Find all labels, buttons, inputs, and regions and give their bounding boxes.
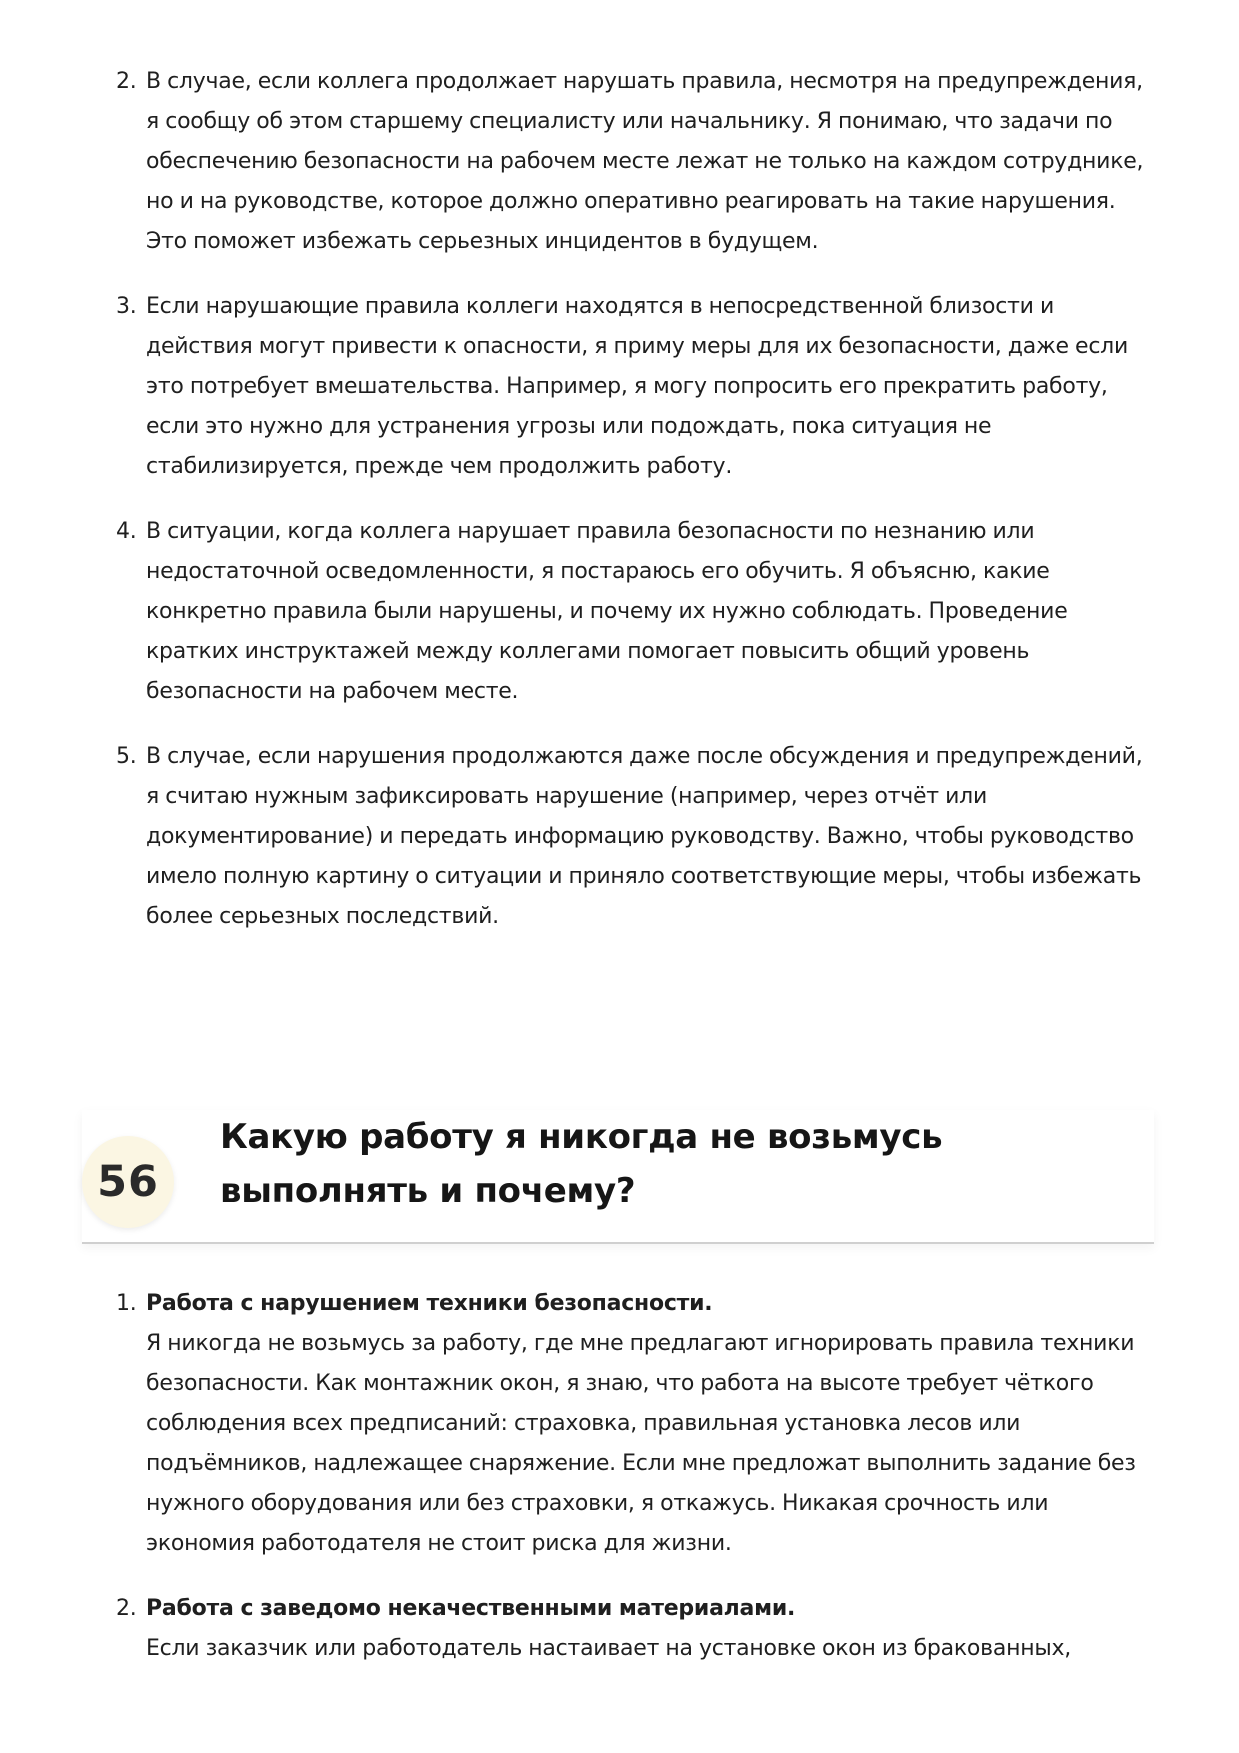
list-item-number: 2.: [116, 69, 137, 94]
list-item-number: 4.: [116, 519, 137, 544]
list-item-text: Если нарушающие правила коллеги находятся в непосредственной близости и действия могут привести к опасности, я приму меры для их безопасности, даже если это потребует вмешательства. Например, я могу попросить его прекратить работу, если это нужно для устранения угрозы или подождать, пока ситуация не стабилизируется, прежде чем продолжить работу.: [146, 294, 1129, 479]
section-title: Какую работу я никогда не возьмусь выполнять и почему?: [220, 1117, 943, 1211]
numbered-list-top: [116, 62, 1161, 962]
list-item-number: 2.: [116, 1596, 137, 1621]
list-item: [116, 512, 1161, 712]
list-item-number: 1.: [116, 1291, 137, 1316]
list-item: [116, 62, 1161, 262]
list-item-text: В случае, если коллега продолжает нарушать правила, несмотря на предупреждения, я сообщу об этом старшему специалисту или начальнику. Я понимаю, что задачи по обеспечению безопасности на рабочем месте лежат не только на каждом сотруднике, но и на руководстве, которое должно оперативно реагировать на такие нарушения. Это поможет избежать серьезных инцидентов в будущем.: [146, 69, 1144, 254]
list-item-text: В случае, если нарушения продолжаются даже после обсуждения и предупреждений, я считаю нужным зафиксировать нарушение (например, через отчёт или документирование) и передать информацию руководству. Важно, чтобы руководство имело полную картину о ситуации и приняло соответствующие меры, чтобы избежать более серьезных последствий.: [146, 744, 1143, 929]
list-item-title: Работа с нарушением техники безопасности.: [146, 1291, 713, 1316]
list-item-number: 5.: [116, 744, 137, 769]
list-item-title: Работа с заведомо некачественными материалами.: [146, 1596, 796, 1621]
numbered-list-bottom: [116, 1284, 1161, 1694]
list-item-text: Я никогда не возьмусь за работу, где мне предлагают игнорировать правила техники безопасности. Как монтажник окон, я знаю, что работа на высоте требует чёткого соблюдения всех предписаний: страховка, правильная установка лесов или подъёмников, надлежащее снаряжение. Если мне предложат выполнить задание без нужного оборудования или без страховки, я откажусь. Никакая срочность или экономия работодателя не стоит риска для жизни.: [146, 1331, 1136, 1556]
section-number-badge: 56: [82, 1136, 174, 1228]
list-item: [116, 737, 1161, 937]
list-item-text: Если заказчик или работодатель настаивает на установке окон из бракованных,: [146, 1636, 1071, 1661]
list-item: [116, 287, 1161, 487]
list-item-text: В ситуации, когда коллега нарушает правила безопасности по незнанию или недостаточной осведомленности, я постараюсь его обучить. Я объясню, какие конкретно правила были нарушены, и почему их нужно соблюдать. Проведение кратких инструктажей между коллегами помогает повысить общий уровень безопасности на рабочем месте.: [146, 519, 1068, 704]
list-item-number: 3.: [116, 294, 137, 319]
list-item: [116, 1284, 1161, 1564]
section-header: [82, 1110, 1154, 1244]
list-item: [116, 1589, 1161, 1669]
